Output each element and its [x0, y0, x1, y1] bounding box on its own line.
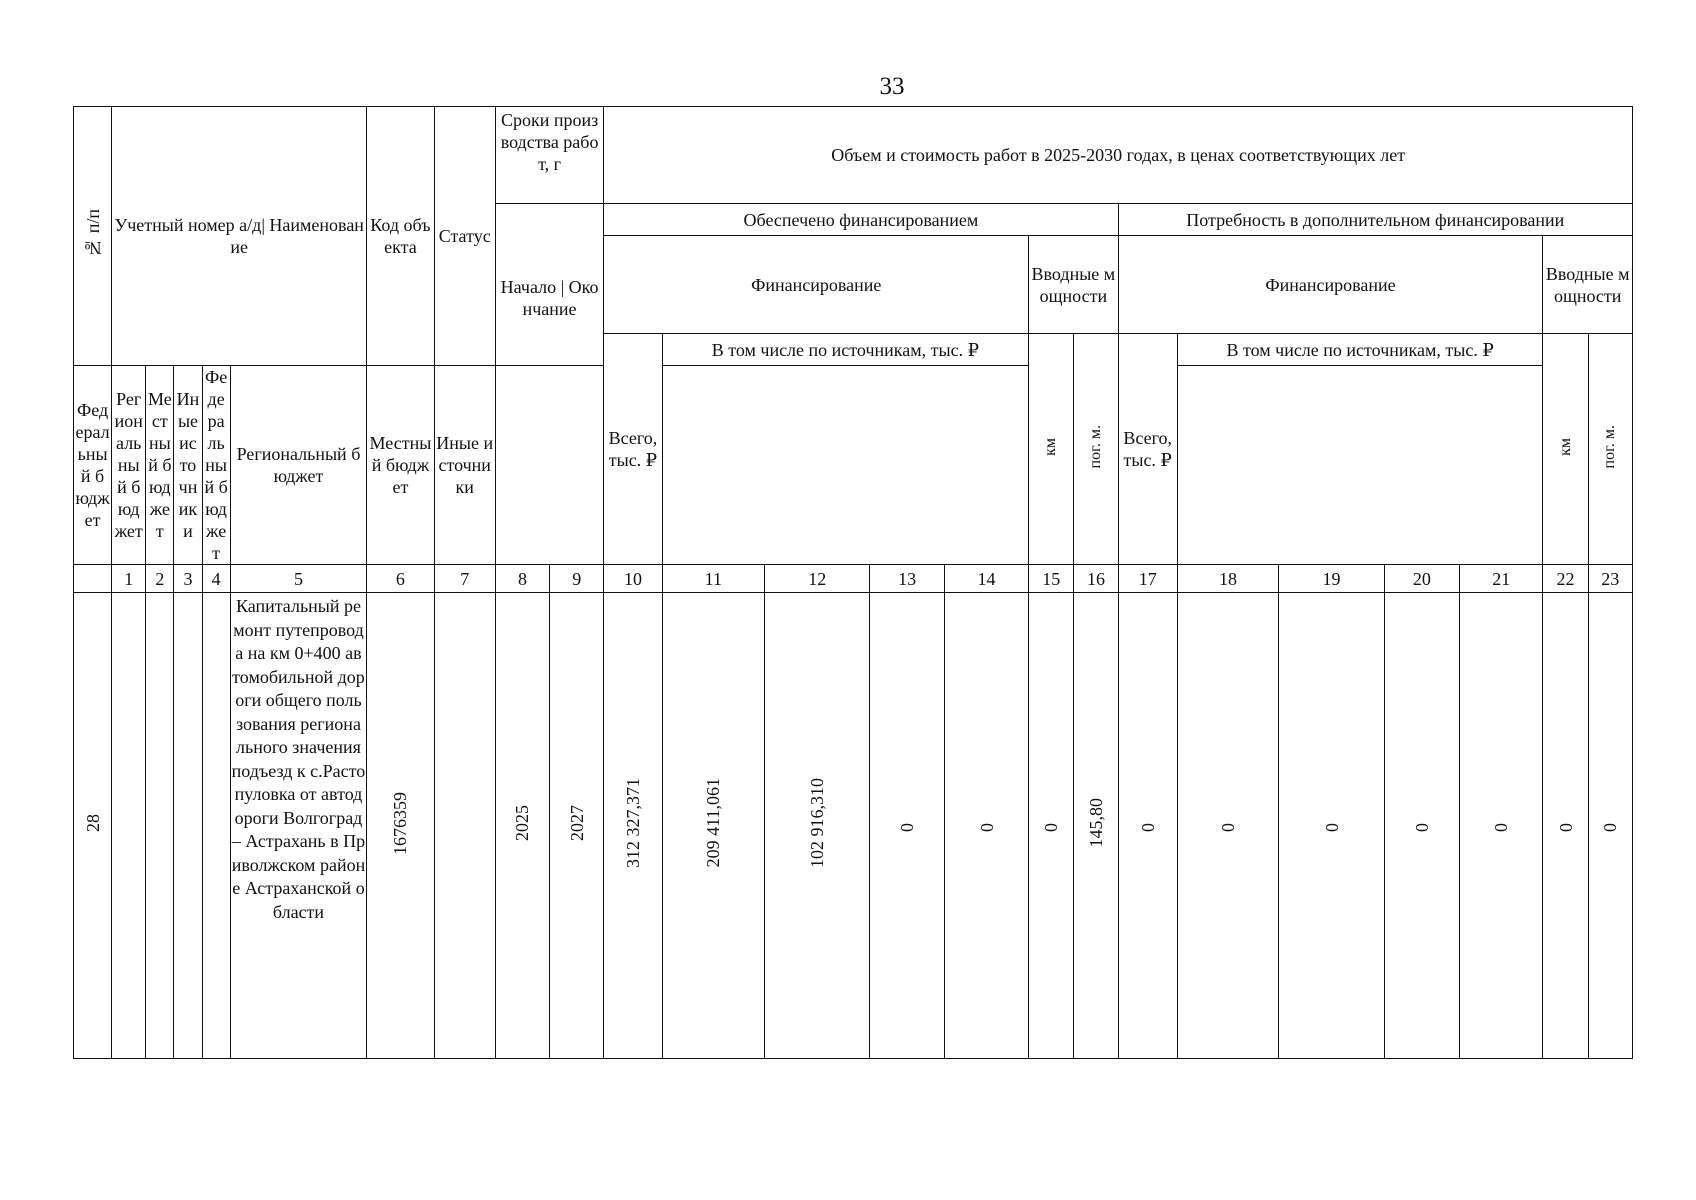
column-number: 19	[1279, 565, 1384, 593]
column-number: 9	[550, 565, 604, 593]
row-km: 0	[1041, 822, 1062, 832]
row-end: 2027	[566, 805, 587, 841]
header-provided-financing: Финансирование	[604, 236, 1029, 334]
header-need-regional: Региональный бюджет	[230, 366, 367, 565]
column-number: 14	[944, 565, 1028, 593]
header-need-km-label: км	[1556, 437, 1574, 456]
header-provided-other: Иные источники	[174, 366, 202, 565]
column-number: 17	[1118, 565, 1177, 593]
row-total-cell	[604, 593, 662, 1059]
row-need-regional: 0	[1321, 822, 1342, 832]
header-row-no	[74, 107, 112, 366]
column-number: 18	[1177, 565, 1278, 593]
row-federal: 209 411,061	[703, 778, 724, 868]
financing-table	[73, 106, 1633, 1059]
row-need-federal: 0	[1218, 822, 1239, 832]
column-number: 21	[1460, 565, 1543, 593]
row-start-cell	[495, 593, 549, 1059]
column-number: 7	[434, 565, 495, 593]
row-code: 1676359	[390, 791, 411, 855]
row-start: 2025	[512, 805, 533, 841]
header-need-local: Местный бюджет	[367, 366, 434, 565]
row-local: 0	[897, 822, 918, 832]
row-km-cell	[1029, 593, 1074, 1059]
column-number: 5	[230, 565, 367, 593]
header-account-name: Учетный номер а/д| Наименование	[112, 107, 367, 366]
column-number: 13	[870, 565, 944, 593]
row-other: 0	[976, 822, 997, 832]
header-need-capacity: Вводные мощности	[1543, 236, 1633, 334]
header-provided: Обеспечено финансированием	[604, 204, 1118, 236]
row-regional: 102 916,310	[807, 778, 828, 868]
table-row	[74, 593, 1633, 1059]
row-need-local-cell	[1384, 593, 1459, 1059]
column-number: 1	[112, 565, 146, 593]
column-number: 20	[1384, 565, 1459, 593]
header-schedule-sub: Начало | Окончание	[495, 204, 603, 366]
header-provided-federal: Федеральный бюджет	[74, 366, 112, 565]
row-need-total-cell	[1118, 593, 1177, 1059]
row-local-cell	[870, 593, 944, 1059]
column-number: 4	[202, 565, 230, 593]
row-need-linear-m-cell	[1588, 593, 1632, 1059]
header-object-code: Код объекта	[367, 107, 434, 366]
row-need-other-cell	[1460, 593, 1543, 1059]
row-need-total: 0	[1137, 822, 1158, 832]
page-number: 33	[879, 73, 905, 100]
header-provided-regional: Региональный бюджет	[112, 366, 146, 565]
header-provided-km-label: км	[1042, 437, 1060, 456]
header-provided-km	[1029, 334, 1074, 565]
column-number: 16	[1074, 565, 1118, 593]
header-row-no-label: № п/п	[82, 209, 103, 258]
row-name: Капитальный ремонт путепровода на км 0+400 автомобильной дороги общего пользования регионального значения подъезд к с.Растопуловка от автодороги Волгоград – Астрахань в Приволжском районе Астраханской области	[231, 596, 366, 922]
row-name-cell	[230, 593, 367, 1059]
row-number-cell	[74, 593, 112, 1059]
header-need-linear-m-label: пог. м.	[1601, 424, 1619, 469]
row-need-local: 0	[1411, 822, 1432, 832]
row-need-linear-m: 0	[1600, 822, 1621, 832]
row-col-4	[202, 593, 230, 1059]
column-number: 6	[367, 565, 434, 593]
header-status: Статус	[434, 107, 495, 366]
header-need-km	[1543, 334, 1588, 565]
row-linear-m-cell	[1074, 593, 1118, 1059]
header-provided-by-sources: В том числе по источникам, тыс. ₽	[662, 334, 1029, 366]
row-end-cell	[550, 593, 604, 1059]
row-regional-cell	[765, 593, 870, 1059]
column-number: 22	[1543, 565, 1588, 593]
row-linear-m: 145,80	[1085, 798, 1106, 848]
header-need-by-sources: В том числе по источникам, тыс. ₽	[1177, 334, 1543, 366]
header-provided-capacity: Вводные мощности	[1029, 236, 1118, 334]
header-schedule: Сроки производства работ, г	[495, 107, 603, 204]
header-need-federal: Федеральный бюджет	[202, 366, 230, 565]
header-volume-cost: Объем и стоимость работ в 2025-2030 годах, в ценах соответствующих лет	[604, 107, 1633, 204]
header-row-5	[74, 366, 1633, 565]
row-need-regional-cell	[1279, 593, 1384, 1059]
column-number: 11	[662, 565, 764, 593]
row-need-other: 0	[1491, 822, 1512, 832]
header-provided-linear-m-label: пог. м.	[1086, 424, 1104, 469]
row-other-cell	[944, 593, 1028, 1059]
column-number: 3	[174, 565, 202, 593]
header-need-total: Всего, тыс. ₽	[1118, 334, 1177, 565]
header-provided-local: Местный бюджет	[146, 366, 174, 565]
row-number: 28	[82, 814, 103, 832]
header-need-other: Иные источники	[434, 366, 495, 565]
row-need-km: 0	[1555, 822, 1576, 832]
column-number-row	[74, 565, 1633, 593]
row-federal-cell	[662, 593, 764, 1059]
column-number: 12	[765, 565, 870, 593]
column-number: 2	[146, 565, 174, 593]
row-col-2	[146, 593, 174, 1059]
column-number: 23	[1588, 565, 1632, 593]
header-provided-total: Всего, тыс. ₽	[604, 334, 662, 565]
column-number: 8	[495, 565, 549, 593]
row-col-3	[174, 593, 202, 1059]
column-number: 15	[1029, 565, 1074, 593]
column-number: 10	[604, 565, 662, 593]
row-need-km-cell	[1543, 593, 1588, 1059]
header-need: Потребность в дополнительном финансировании	[1118, 204, 1632, 236]
header-provided-linear-m	[1074, 334, 1118, 565]
header-need-financing: Финансирование	[1118, 236, 1543, 334]
column-number-blank	[74, 565, 112, 593]
header-row-1	[74, 107, 1633, 204]
header-need-linear-m	[1588, 334, 1632, 565]
row-status	[434, 593, 495, 1059]
row-total: 312 327,371	[622, 778, 643, 868]
row-code-cell	[367, 593, 434, 1059]
row-col-1	[112, 593, 146, 1059]
row-need-federal-cell	[1177, 593, 1278, 1059]
